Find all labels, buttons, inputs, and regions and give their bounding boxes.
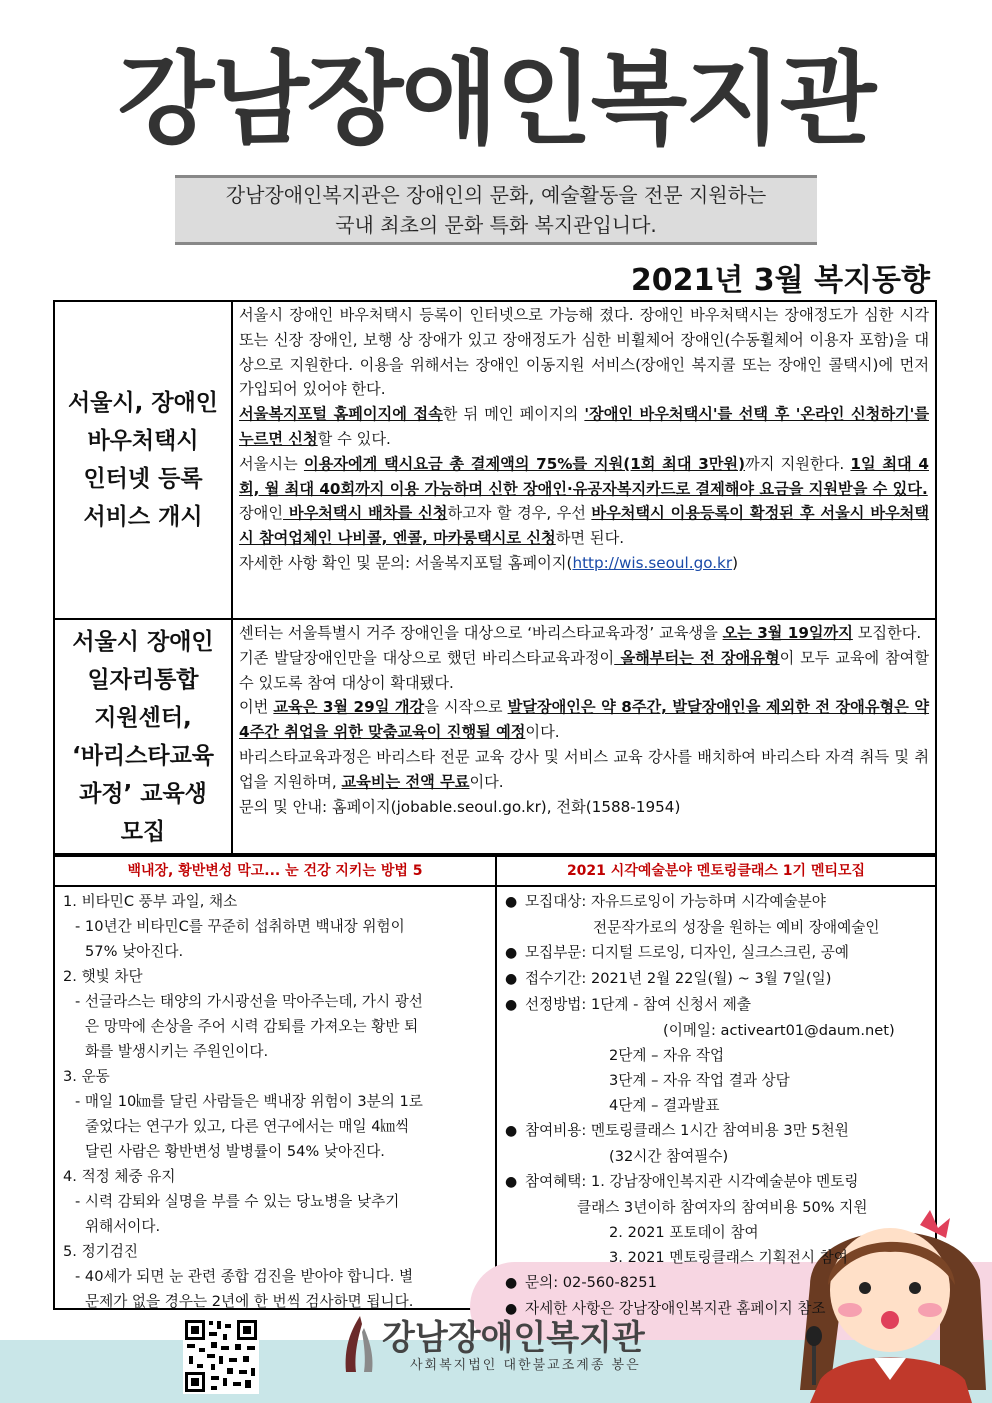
eye-tip-title: 5. 정기검진 — [63, 1243, 138, 1260]
intro-line-1: 강남장애인복지관은 장애인의 문화, 예술활동을 전문 지원하는 — [225, 183, 767, 207]
welfare-portal-link[interactable]: http://wis.seoul.go.kr — [572, 553, 733, 572]
logo-subtitle: 사회복지법인 대한불교조계종 봉은 — [410, 1358, 641, 1373]
taxi-paragraph: 장애인 바우처택시 배차를 신청하고자 할 경우, 우선 바우처택시 이용등록이 확정된 후 서울시 바우처택시 참여업체인 나비콜, 엔콜, 마카롱택시로 신청하면 된다. — [239, 504, 930, 548]
eye-tip-title: 2. 햇빛 차단 — [63, 968, 143, 985]
barista-paragraph: 이번 교육은 3월 29일 개강을 시작으로 발달장애인은 약 8주간, 발달장애인을 제외한 전 장애유형은 약 4주간 취업을 위한 맞춤교육이 진행될 예정이다. — [239, 698, 930, 742]
bullet-icon: ● — [505, 1174, 518, 1190]
taxi-paragraph: 서울시는 이용자에게 택시요금 총 결제액의 75%를 지원(1회 최대 3만원)까지 지원한다. 1일 최대 4회, 월 최대 40회까지 이용 가능하며 신한 장애인·유공자복지카드로 결제해야 요금을 지원받을 수 있다. — [239, 454, 929, 498]
barista-row — [55, 620, 935, 853]
bottom-columns — [53, 855, 937, 1317]
bullet-icon: ● — [505, 1123, 518, 1139]
barista-label: 서울시 장애인 일자리통합 지원센터, ‘바리스타교육 과정’ 교육생 모집 — [55, 620, 233, 853]
mentoring-column: 2021 시각예술분야 멘토링클래스 1기 멘티모집 ● 모집대상: 자유드로잉이 가능하며 시각예술분야 전문작가로의 성장을 원하는 예비 장애예술인 ● 모집부문: 디지털 드로잉, 디자인, 실크스크린, 공예 ● 접수기간: 2021년 2월 22일(월) ~ 3월 7일(일) ● 선정방법: 1단계 - 참여 신청서 제출 (이메일: activeart01@daum.net) 2단계 – 자유 작업 3단계 – 자유 작업 결과 상담 4단계 – 결과발표 ● 참여비용: 멘토링클래스 1시간 참여비용 3만 5천원 (32시간 참여필수) ● 참여혜택: 1. 강남장애인복지관 시각예술분야 멘토링 클래스 3년이하 참여자의 참여비용 50% 지원 2. 2021 포토데이 참여 3. 2021 멘토링클래스 기획전시 참여 ● 문의: 02-560-8251 ● 자세한 사항은 강남장애인복지관 홈페이지 참조 — [497, 857, 935, 1308]
eye-health-column: 백내장, 황반변성 막고... 눈 건강 지키는 방법 5 1. 비타민C 풍부 과일, 채소 - 10년간 비타민C를 꾸준히 섭취하면 백내장 위험이 57% 낮아진다. 2. 햇빛 차단 - 선글라스는 태양의 가시광선을 막아주는데, 가시 광선 은 망막에 손상을 주어 시력 감퇴를 가져오는 황반 퇴 화를 발생시키는 주원인이다. 3. 운동 - 매일 10㎞를 달린 사람들은 백내장 위험이 3분의 1로 줄었다는 연구가 있고, 다른 연구에서는 매일 4㎞씩 달린 사람은 황반변성 발병률이 54% 낮아진다. 4. 적정 체중 유지 - 시력 감퇴와 실명을 부를 수 있는 당뇨병을 낮추기 위해서이다. 5. 정기검진 - 40세가 되면 눈 관련 종합 검진을 받아야 합니다. 별 문제가 없을 경우는 2년에 한 번씩 검사하면 됩니다. — [55, 857, 497, 1308]
eye-tip-title: 3. 운동 — [63, 1068, 110, 1085]
taxi-row — [55, 302, 935, 620]
logo-emblem-icon — [340, 1314, 380, 1376]
mentoring-heading: 2021 시각예술분야 멘토링클래스 1기 멘티모집 — [497, 857, 935, 887]
taxi-contact: 자세한 사항 확인 및 문의: 서울복지포털 홈페이지(http://wis.seoul.go.kr) — [239, 553, 739, 572]
barista-body — [233, 620, 935, 853]
qr-code-icon[interactable] — [183, 1318, 259, 1394]
mentoring-period: ● 접수기간: 2021년 2월 22일(월) ~ 3월 7일(일) — [505, 966, 927, 992]
eye-tip-title: 1. 비타민C 풍부 과일, 채소 — [63, 893, 238, 910]
intro-line-2: 국내 최초의 문화 특화 복지관입니다. — [335, 213, 657, 237]
eye-health-heading: 백내장, 황반변성 막고... 눈 건강 지키는 방법 5 — [55, 857, 495, 887]
news-table — [53, 300, 937, 855]
bullet-icon: ● — [505, 894, 518, 910]
logo-text: 강남장애인복지관 — [382, 1318, 645, 1358]
barista-contact: 문의 및 안내: 홈페이지(jobable.seoul.go.kr), 전화(1588-1954) — [239, 797, 681, 816]
mentoring-selection: ● 선정방법: 1단계 - 참여 신청서 제출 — [505, 992, 927, 1018]
eye-tip-title: 4. 적정 체중 유지 — [63, 1168, 176, 1185]
mentoring-benefit: ● 참여혜택: 1. 강남장애인복지관 시각예술분야 멘토링 — [505, 1169, 927, 1195]
bullet-icon: ● — [505, 997, 518, 1013]
taxi-paragraph: 서울시 장애인 바우처택시 등록이 인터넷으로 가능해 졌다. 장애인 바우처택시는 장애정도가 심한 시각 또는 신장 장애인, 보행 상 장애가 있고 장애정도가 심한 비휠체어 장애인(수동휠체어 이용자 포함)을 대상으로 지원한다. 이용을 위해서는 장애인 이동지원 서비스(장애인 복지콜 또는 장애인 콜택시)에 먼저 가입되어 있어야 한다. — [239, 306, 929, 399]
issue-title: 2021년 3월 복지동향 — [630, 263, 930, 298]
intro-banner — [175, 175, 817, 245]
taxi-body — [233, 302, 935, 618]
page-title: 강남장애인복지관 — [117, 41, 875, 158]
mentoring-fee: ● 참여비용: 멘토링클래스 1시간 참여비용 3만 5천원 — [505, 1118, 927, 1144]
mentoring-detail: ● 자세한 사항은 강남장애인복지관 홈페이지 참조 — [505, 1296, 927, 1322]
barista-paragraph: 센터는 서울특별시 거주 장애인을 대상으로 ‘바리스타교육과정’ 교육생을 오는 3월 19일까지 모집한다. — [239, 624, 922, 642]
taxi-label: 서울시, 장애인 바우처택시 인터넷 등록 서비스 개시 — [55, 302, 233, 618]
mentoring-contact: ● 문의: 02-560-8251 — [505, 1270, 927, 1296]
mentoring-target: ● 모집대상: 자유드로잉이 가능하며 시각예술분야 — [505, 889, 927, 915]
mentoring-field: ● 모집부문: 디지털 드로잉, 디자인, 실크스크린, 공예 — [505, 940, 927, 966]
bullet-icon: ● — [505, 1275, 518, 1291]
barista-paragraph: 바리스타교육과정은 바리스타 전문 교육 강사 및 서비스 교육 강사를 배치하여 바리스타 자격 취득 및 취업을 지원하며, 교육비는 전액 무료이다. — [239, 747, 929, 791]
barista-paragraph: 기존 발달장애인만을 대상으로 했던 바리스타교육과정이 올해부터는 전 장애유형이 모두 교육에 참여할 수 있도록 참여 대상이 확대됐다. — [239, 648, 930, 692]
bullet-icon: ● — [505, 1301, 518, 1317]
bullet-icon: ● — [505, 945, 518, 961]
bullet-icon: ● — [505, 971, 518, 987]
taxi-paragraph: 서울복지포털 홈페이지에 접속한 뒤 메인 페이지의 '장애인 바우처택시'를 선택 후 '온라인 신청하기'를 누르면 신청할 수 있다. — [239, 405, 929, 448]
